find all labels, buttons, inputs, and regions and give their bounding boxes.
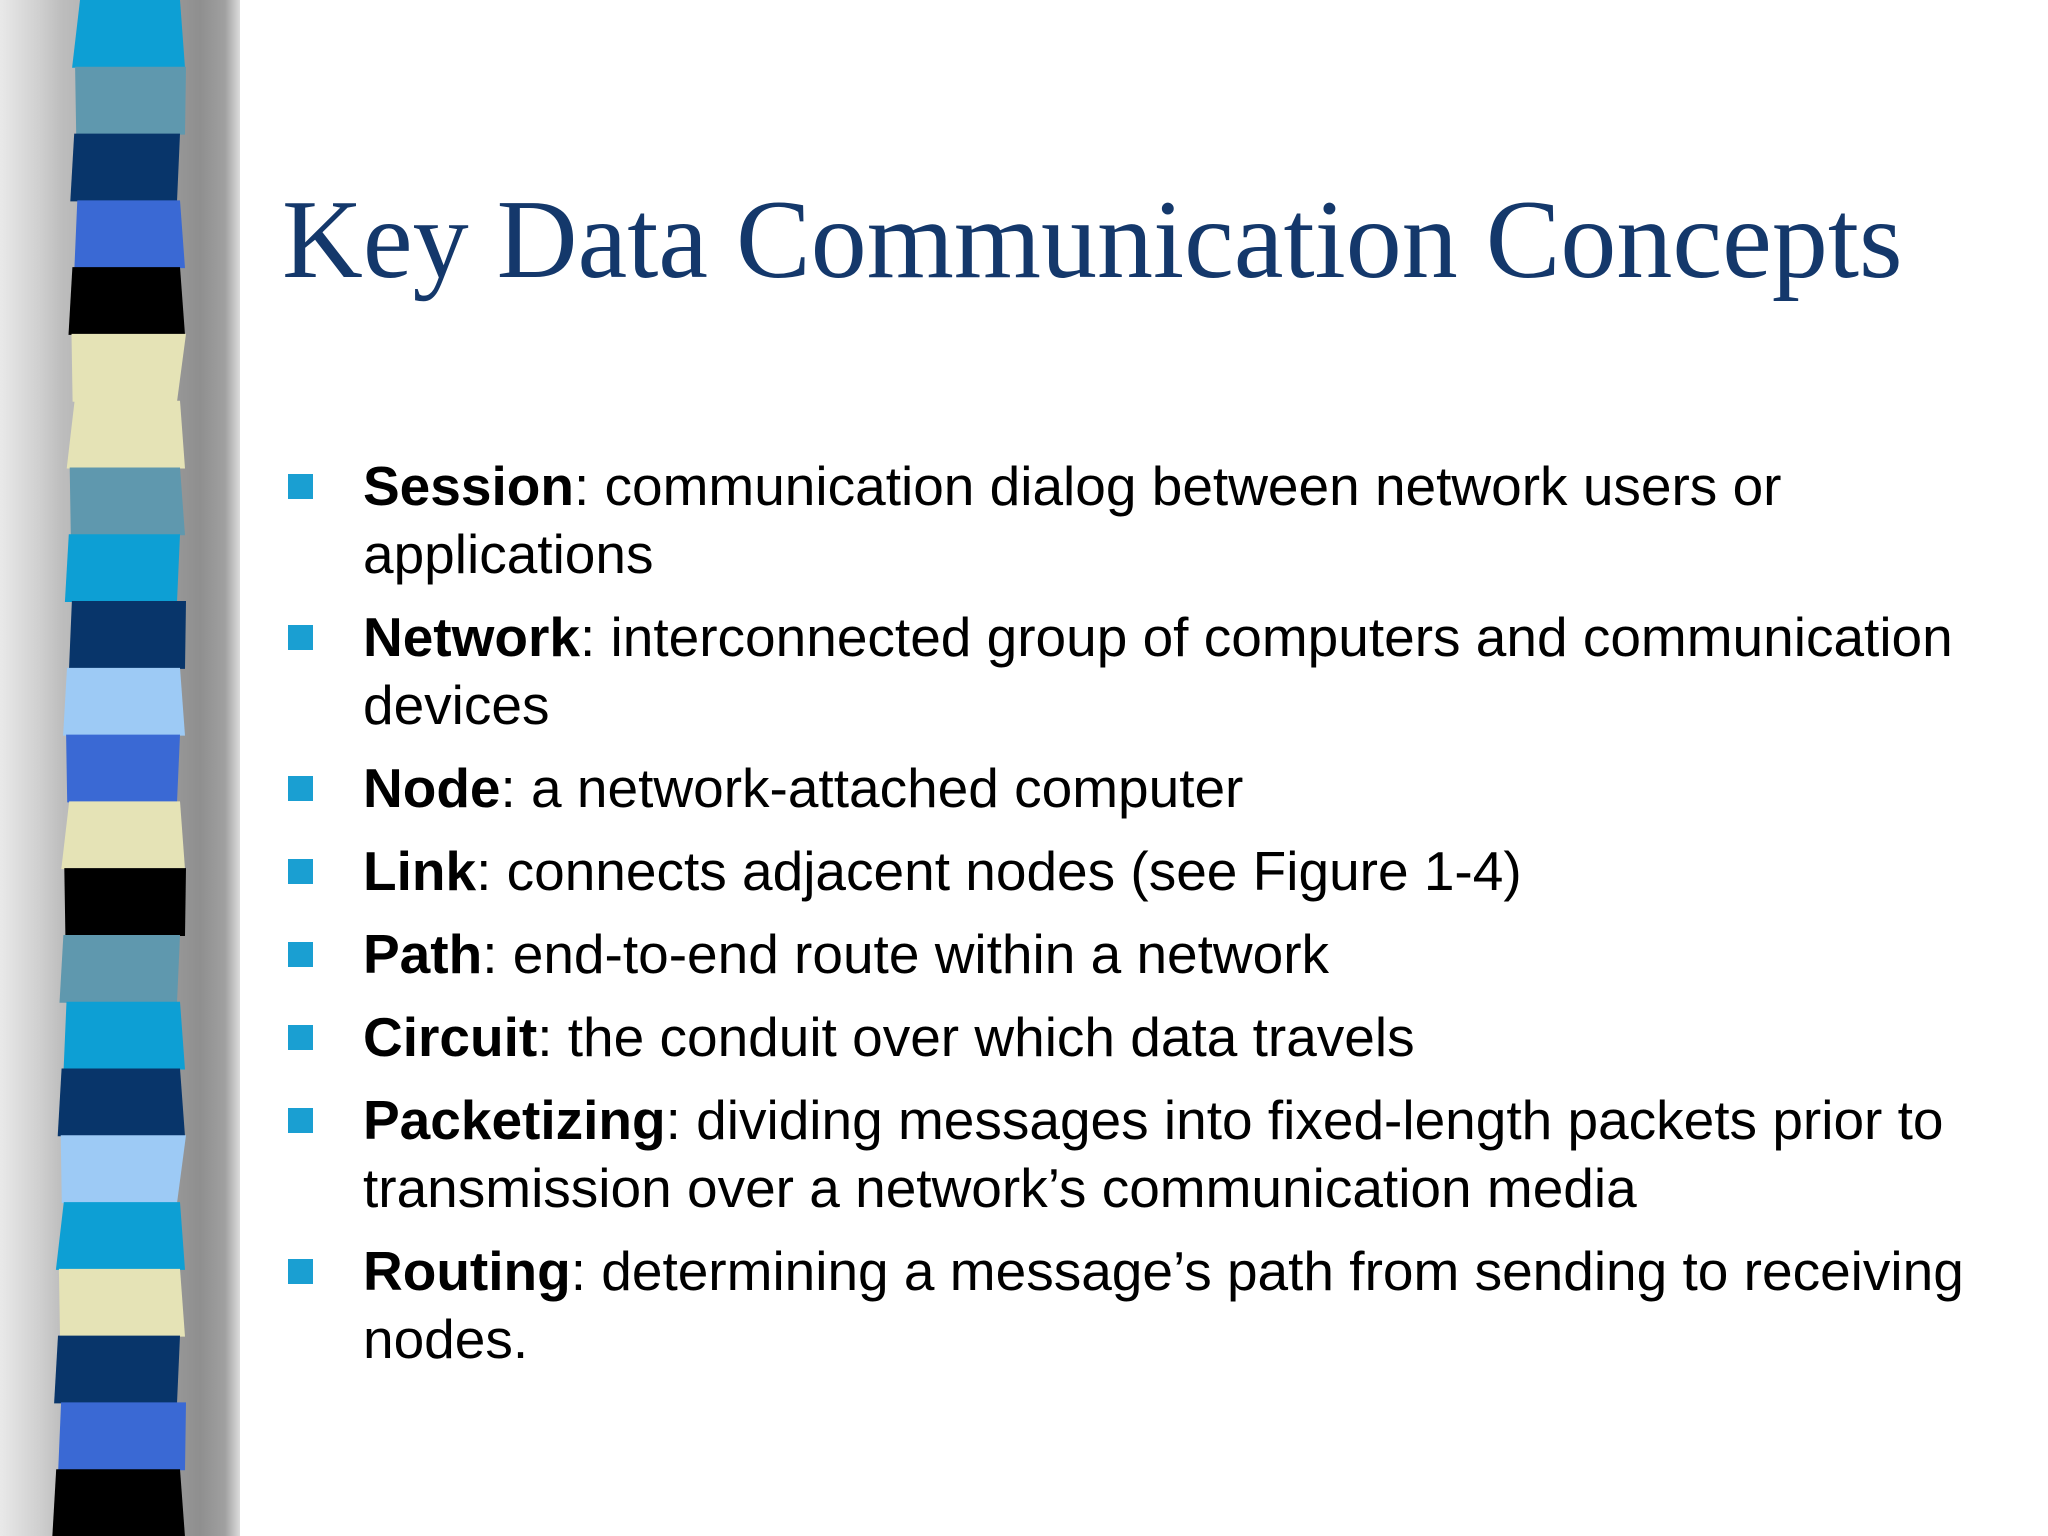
- bullet-item-circuit: [288, 1003, 1978, 1071]
- square-bullet-icon: [288, 474, 313, 499]
- bullet-item-link: [288, 837, 1978, 905]
- bullet-list: [288, 452, 1978, 1388]
- square-bullet-icon: [288, 859, 313, 884]
- bar-stripe: [65, 534, 180, 602]
- bar-stripe: [72, 0, 185, 68]
- bar-stripe: [75, 67, 186, 135]
- bar-stripe: [72, 334, 187, 402]
- bar-stripe: [58, 1069, 185, 1137]
- bar-stripe: [74, 200, 185, 268]
- bullet-term: Routing: [363, 1240, 571, 1302]
- bar-stripe: [54, 1336, 180, 1404]
- square-bullet-icon: [288, 1259, 313, 1284]
- bullet-term: Network: [363, 606, 580, 668]
- bar-stripe: [64, 1002, 185, 1070]
- slide-title: Key Data Communication Concepts: [282, 178, 1903, 302]
- bullet-definition: : the conduit over which data travels: [537, 1006, 1415, 1068]
- square-bullet-icon: [288, 625, 313, 650]
- bullet-definition: : dividing messages into fixed-length packets prior to transmission over a network’s communication media: [363, 1089, 1944, 1219]
- bar-stripe: [64, 868, 186, 936]
- square-bullet-icon: [288, 942, 313, 967]
- square-bullet-icon: [288, 1025, 313, 1050]
- bar-stripe: [66, 735, 180, 803]
- bullet-definition: : a network-attached computer: [500, 757, 1244, 819]
- bar-stripe: [59, 1269, 185, 1337]
- bar-stripe: [52, 1469, 185, 1536]
- bullet-item-session: [288, 452, 1978, 588]
- bullet-definition: : interconnected group of computers and communication devices: [363, 606, 1953, 736]
- bullet-term: Node: [363, 757, 501, 819]
- bar-stripe: [70, 467, 185, 535]
- decorative-striped-bar: [0, 0, 240, 1536]
- bullet-term: Circuit: [363, 1006, 538, 1068]
- bar-stripe: [63, 668, 185, 736]
- bullet-definition: : connects adjacent nodes (see Figure 1-4): [476, 840, 1522, 902]
- bullet-item-network: [288, 603, 1978, 739]
- bar-stripe: [61, 1135, 186, 1203]
- square-bullet-icon: [288, 776, 313, 801]
- bullet-definition: : determining a message’s path from sending to receiving nodes.: [363, 1240, 1964, 1370]
- bullet-definition: : communication dialog between network users or applications: [363, 455, 1782, 585]
- bar-stripe: [69, 267, 186, 335]
- bullet-term: Path: [363, 923, 483, 985]
- bar-stripe: [67, 401, 185, 469]
- bar-stripe: [58, 1402, 186, 1470]
- bullet-item-path: [288, 920, 1978, 988]
- bar-stripe: [70, 134, 180, 202]
- bullet-term: Link: [363, 840, 477, 902]
- bullet-item-node: [288, 754, 1978, 822]
- bar-stripe: [60, 935, 181, 1003]
- square-bullet-icon: [288, 1108, 313, 1133]
- bullet-item-routing: [288, 1237, 1978, 1373]
- bullet-definition: : end-to-end route within a network: [482, 923, 1330, 985]
- bar-stripe: [69, 601, 186, 669]
- bar-stripe: [61, 801, 185, 869]
- bullet-term: Session: [363, 455, 574, 517]
- bar-stripe: [56, 1202, 185, 1270]
- bullet-term: Packetizing: [363, 1089, 666, 1151]
- bullet-item-packetizing: [288, 1086, 1978, 1222]
